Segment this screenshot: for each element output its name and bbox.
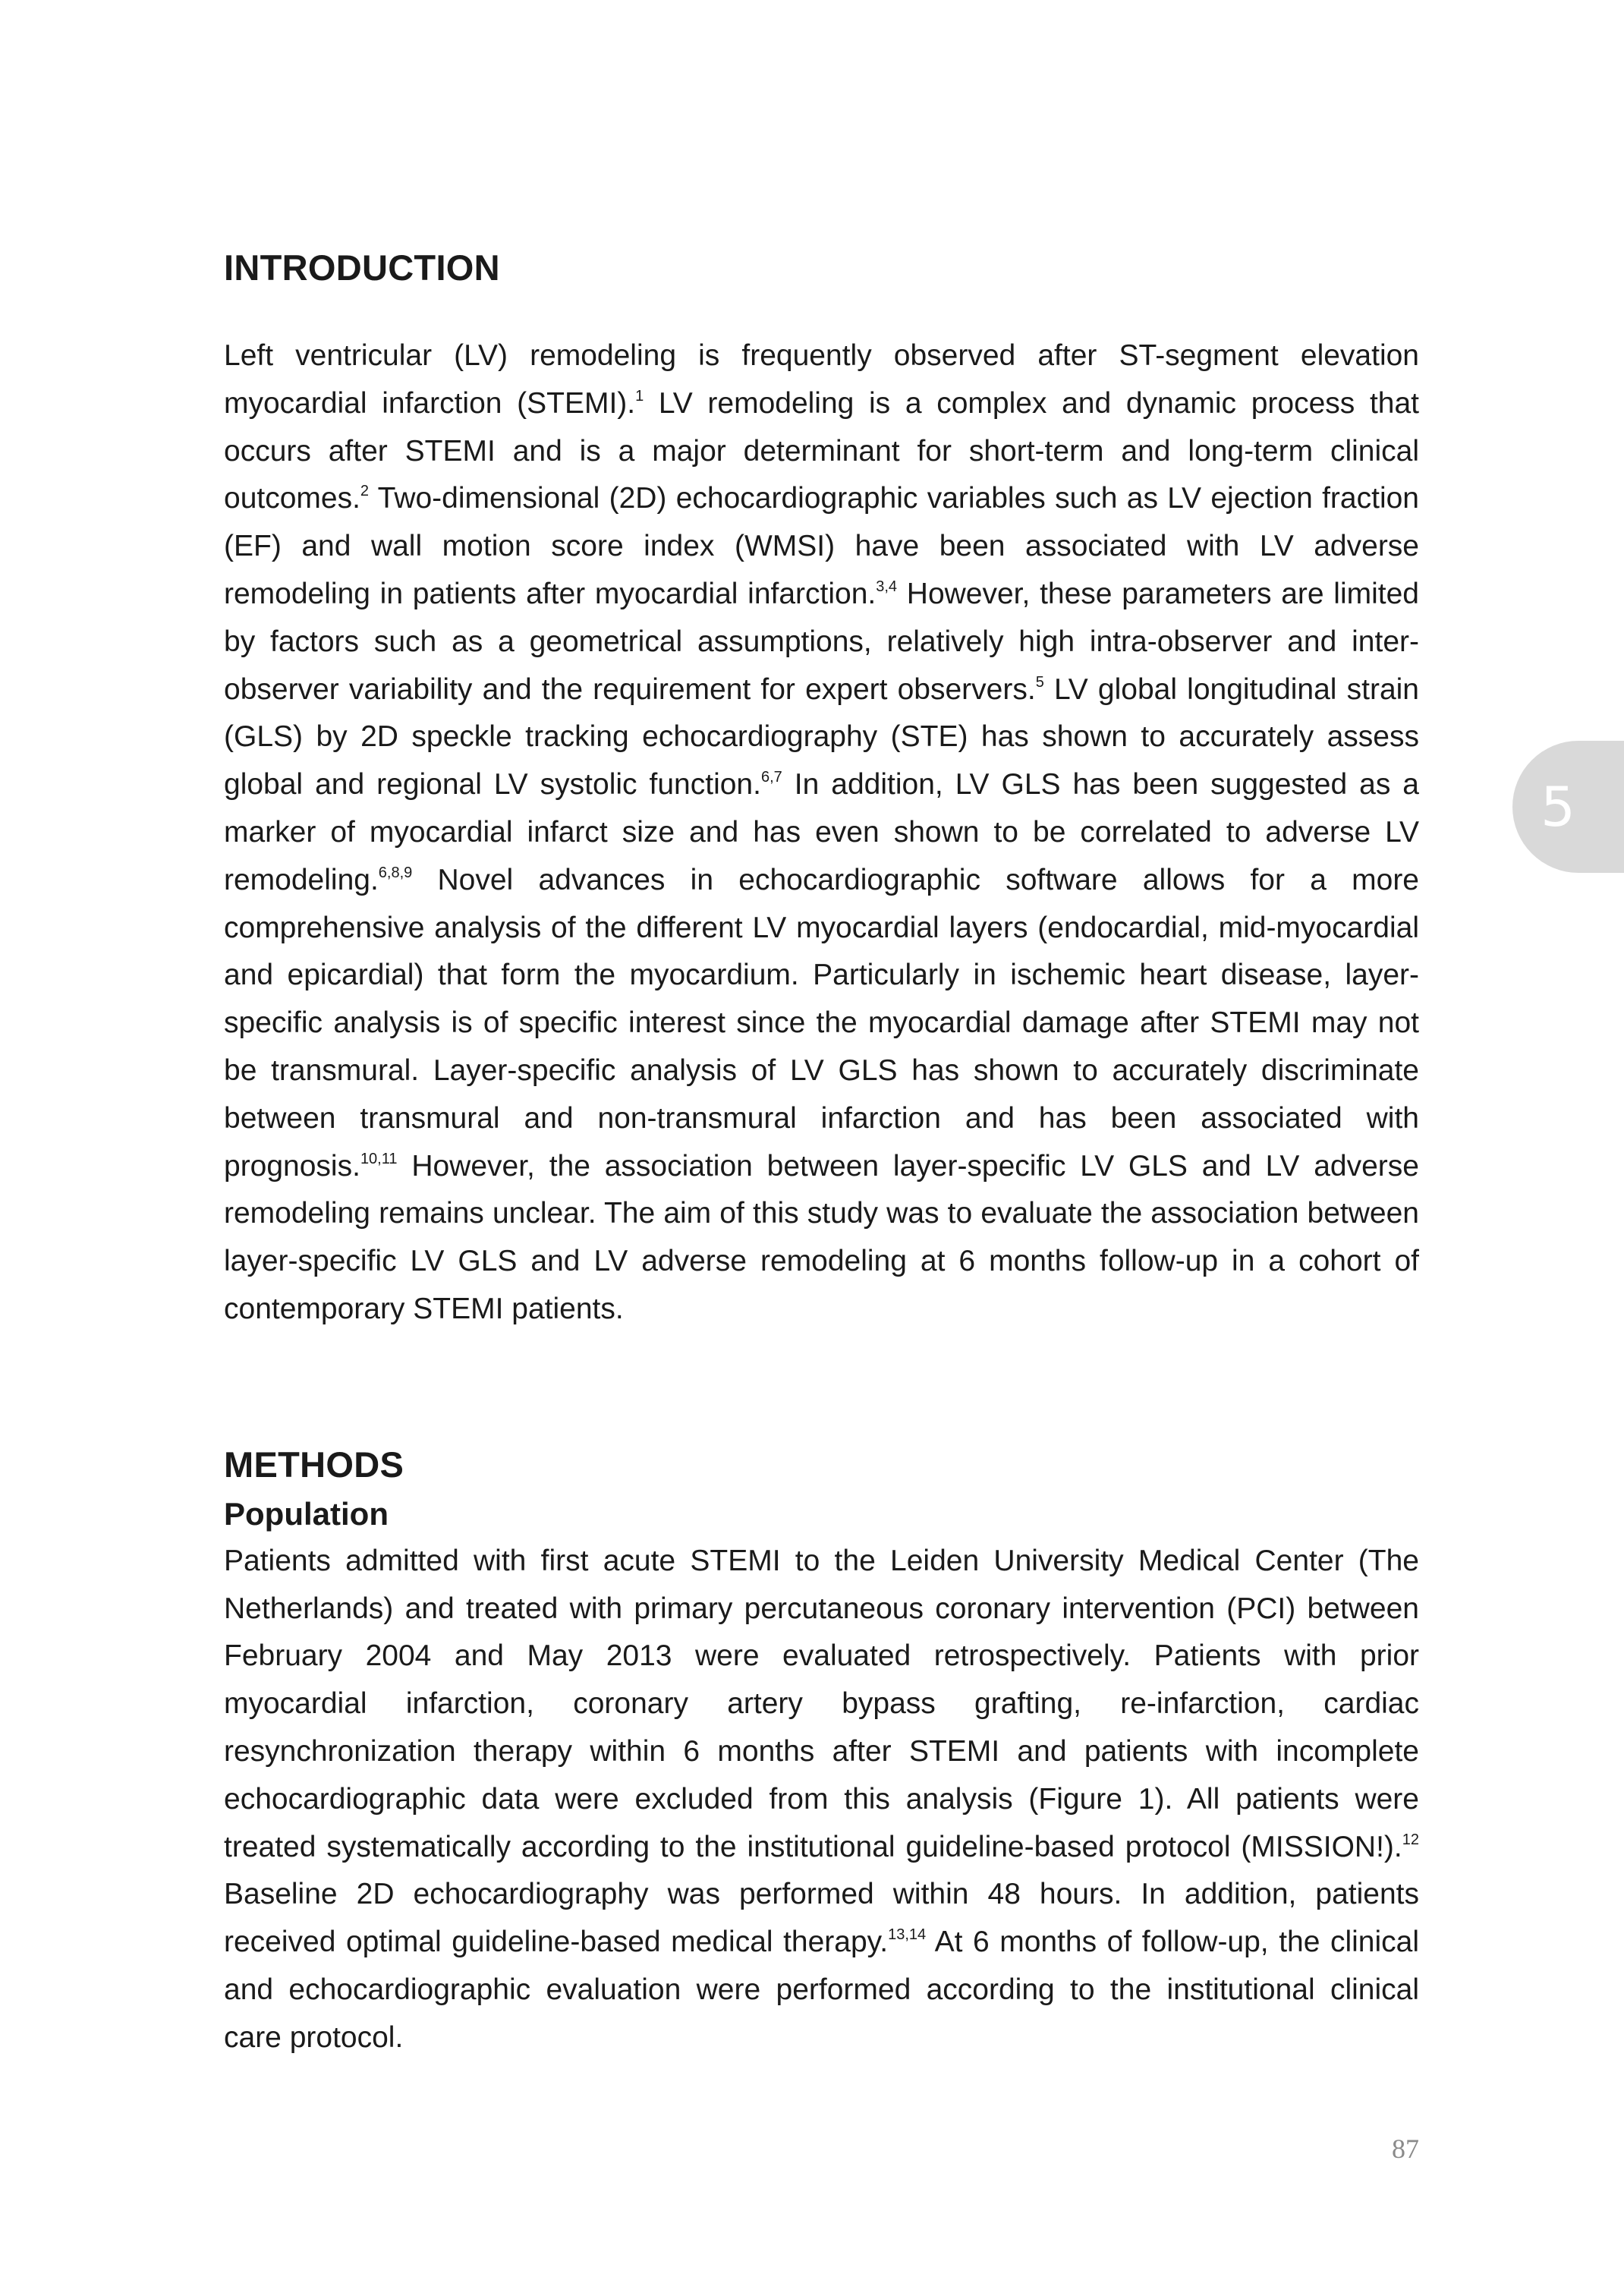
chapter-tab	[1512, 741, 1624, 873]
population-paragraph	[224, 1538, 1419, 2062]
methods-heading: METHODS	[224, 1444, 404, 1485]
citation-1: 1	[635, 387, 644, 405]
intro-text-3: Two-dimensional (2D) echocardiographic variables such as LV ejection fraction (EF) and wall motion score index (WMSI) have been associated with LV adverse remodeling in patients after myocardial infarction.	[224, 482, 1419, 610]
citation-6-7: 6,7	[760, 769, 782, 786]
citation-3-4: 3,4	[876, 578, 898, 595]
intro-text-6: In addition, LV GLS has been suggested as a marker of myocardial infarct size and has even shown to be correlated to adverse LV remodeling.	[224, 768, 1419, 896]
population-text-3: At 6 months of follow-up, the clinical and echocardiographic evaluation were performed according to the institutional clinical care protocol.	[224, 1926, 1419, 2054]
citation-5: 5	[1035, 673, 1044, 691]
citation-10-11: 10,11	[360, 1150, 398, 1167]
population-heading: Population	[224, 1495, 389, 1532]
intro-text-7: Novel advances in echocardiographic software allows for a more comprehensive analysis of the different LV myocardial layers (endocardial, mid-myocardial and epicardial) that form the myocardium. Particularly in ischemic heart disease, layer-specific analysis is of specific interest since the myocardial damage after STEMI may not be transmural. Layer-specific analysis of LV GLS has shown to accurately discriminate between transmural and non-transmural infarction and has been associated with prognosis.	[224, 863, 1419, 1183]
intro-text-8: However, the association between layer-specific LV GLS and LV adverse remodeling remains unclear. The aim of this study was to evaluate the association between layer-specific LV GLS and LV adverse remodeling at 6 months follow-up in a cohort of contemporary STEMI patients.	[224, 1149, 1419, 1325]
chapter-number: 5	[1541, 775, 1575, 839]
intro-text-1: Left ventricular (LV) remodeling is frequently observed after ST-segment elevation myocardial infarction (STEMI).	[224, 339, 1419, 420]
page-number: 87	[1392, 2134, 1419, 2164]
page-content	[224, 243, 1419, 2062]
citation-13-14: 13,14	[888, 1926, 927, 1944]
citation-6-8-9: 6,8,9	[378, 864, 413, 881]
citation-2: 2	[360, 483, 370, 500]
citation-12: 12	[1402, 1831, 1419, 1848]
population-text-1: Patients admitted with first acute STEMI to the Leiden University Medical Center (The Netherlands) and treated with primary percutaneous coronary intervention (PCI) between February 2004 and May 2013 were evaluated retrospectively. Patients with prior myocardial infarction, coronary artery bypass grafting, re-infarction, cardiac resynchronization therapy within 6 months after STEMI and patients with incomplete echocardiographic data were excluded from this analysis (Figure 1). All patients were treated systematically according to the institutional guideline-based protocol (MISSION!).	[224, 1544, 1419, 1863]
intro-text-5: LV global longitudinal strain (GLS) by 2D speckle tracking echocardiography (STE) has shown to accurately assess global and regional LV systolic function.	[224, 672, 1419, 802]
introduction-paragraph	[224, 332, 1419, 1334]
population-text-2: Baseline 2D echocardiography was performed within 48 hours. In addition, patients received optimal guideline-based medical therapy.	[224, 1878, 1419, 1959]
intro-text-2: LV remodeling is a complex and dynamic process that occurs after STEMI and is a major determinant for short-term and long-term clinical outcomes.	[224, 386, 1420, 515]
introduction-heading: INTRODUCTION	[224, 247, 500, 288]
intro-text-4: However, these parameters are limited by factors such as a geometrical assumptions, relatively high intra-observer and inter-observer variability and the requirement for expert observers.	[224, 577, 1419, 706]
